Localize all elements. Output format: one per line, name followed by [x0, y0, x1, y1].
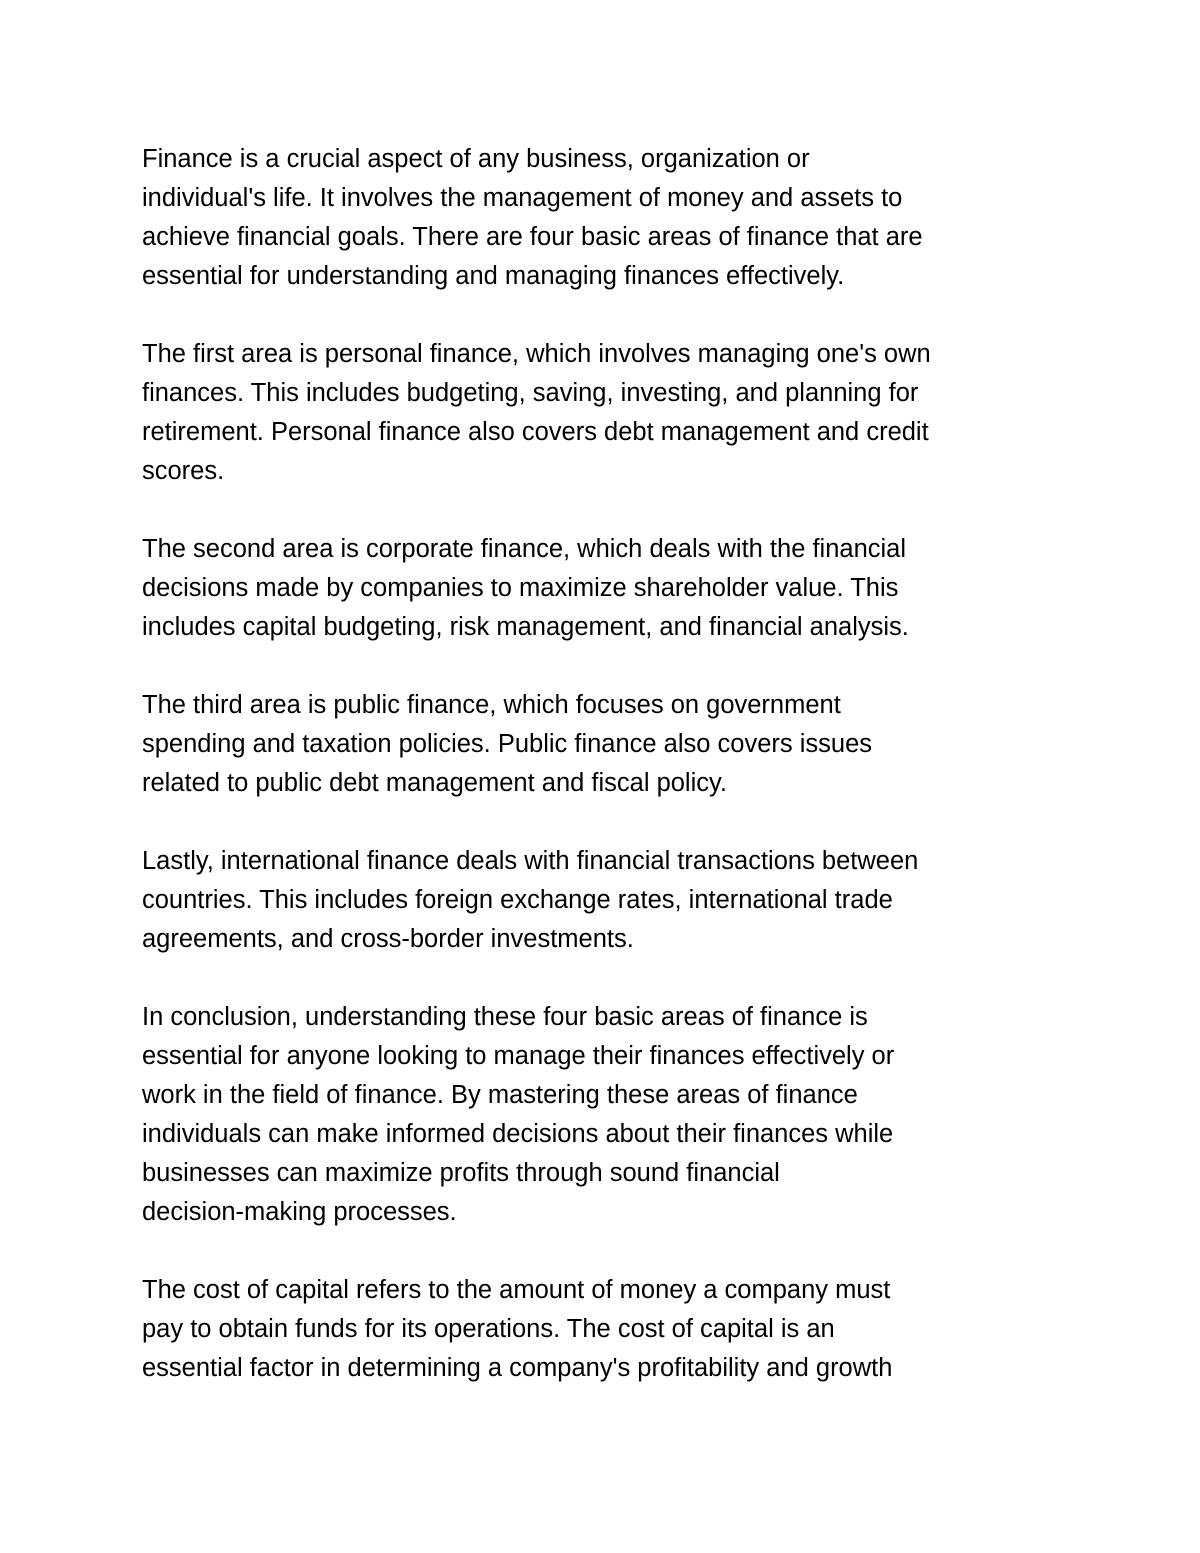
text-line: individuals can make informed decisions about their finances while — [142, 1120, 894, 1148]
text-line: finances. This includes budgeting, saving, investing, and planning for — [142, 379, 919, 407]
text-line: includes capital budgeting, risk management, and financial analysis. — [142, 613, 909, 641]
text-line: achieve financial goals. There are four basic areas of finance that are — [142, 223, 923, 251]
text-line: essential for anyone looking to manage their finances effectively or — [142, 1042, 895, 1070]
text-line: The first area is personal finance, which involves managing one's own — [142, 340, 931, 368]
text-line: individual's life. It involves the management of money and assets to — [142, 184, 903, 212]
text-line: decisions made by companies to maximize shareholder value. This — [142, 574, 899, 602]
paragraph-intro — [142, 140, 1082, 296]
paragraph-conclusion — [142, 998, 1082, 1232]
paragraph-international-finance — [142, 842, 1082, 959]
text-line: agreements, and cross-border investments. — [142, 925, 634, 953]
text-line: essential for understanding and managing finances effectively. — [142, 262, 845, 290]
text-line: spending and taxation policies. Public finance also covers issues — [142, 730, 873, 758]
text-line: scores. — [142, 457, 225, 485]
paragraph-corporate-finance — [142, 530, 1082, 647]
text-line: businesses can maximize profits through sound financial — [142, 1159, 780, 1187]
text-line: Lastly, international finance deals with financial transactions between — [142, 847, 919, 875]
text-line: The cost of capital refers to the amount of money a company must — [142, 1276, 891, 1304]
paragraph-public-finance — [142, 686, 1082, 803]
text-line: retirement. Personal finance also covers debt management and credit — [142, 418, 929, 446]
text-line: pay to obtain funds for its operations. The cost of capital is an — [142, 1315, 835, 1343]
text-line: In conclusion, understanding these four basic areas of finance is — [142, 1003, 868, 1031]
text-line: essential factor in determining a company's profitability and growth — [142, 1354, 893, 1382]
text-line: countries. This includes foreign exchange rates, international trade — [142, 886, 893, 914]
text-line: The second area is corporate finance, which deals with the financial — [142, 535, 907, 563]
text-line: The third area is public finance, which focuses on government — [142, 691, 841, 719]
text-line: work in the field of finance. By mastering these areas of finance — [142, 1081, 858, 1109]
paragraph-personal-finance — [142, 335, 1082, 491]
document-body — [142, 140, 1082, 1427]
text-line: decision-making processes. — [142, 1198, 457, 1226]
text-line: Finance is a crucial aspect of any business, organization or — [142, 145, 810, 173]
paragraph-cost-of-capital — [142, 1271, 1082, 1388]
text-line: related to public debt management and fiscal policy. — [142, 769, 727, 797]
